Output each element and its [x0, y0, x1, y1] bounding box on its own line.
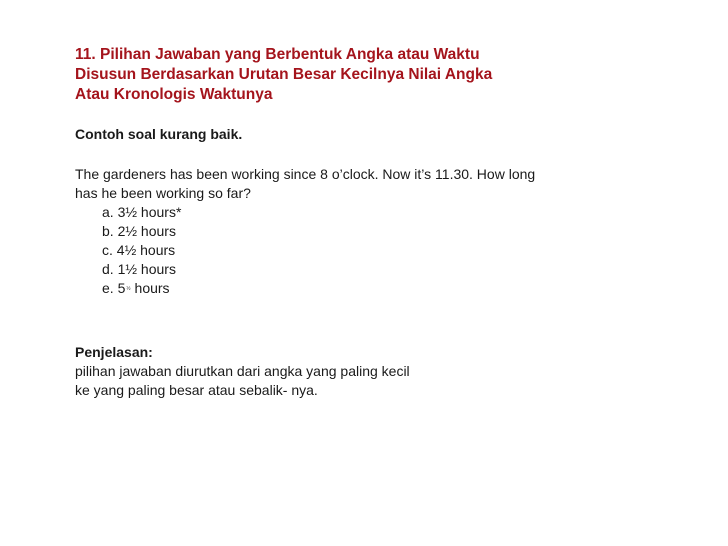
option-e-suffix: hours	[134, 280, 170, 296]
explanation-text	[75, 362, 410, 400]
option-b: b. 2½ hours	[102, 223, 176, 239]
example-label: Contoh soal kurang baik.	[75, 126, 243, 142]
option-e-prefix: e. 5	[102, 280, 126, 296]
question-line-2: has he been working so far?	[75, 185, 251, 201]
explanation-label: Penjelasan:	[75, 344, 153, 360]
explanation-line-1: pilihan jawaban diurutkan dari angka yang paling kecil	[75, 363, 410, 379]
question-line-1: The gardeners has been working since 8 o’clock. Now it’s 11.30. How long	[75, 166, 536, 182]
option-e-fraction: ½	[126, 285, 131, 292]
answer-options	[102, 203, 181, 299]
title-line-1: 11. Pilihan Jawaban yang Berbentuk Angka atau Waktu	[75, 46, 480, 63]
question-text	[75, 165, 635, 203]
option-d: d. 1½ hours	[102, 261, 176, 277]
title-line-3: Atau Kronologis Waktunya	[75, 86, 273, 103]
explanation-line-2: ke yang paling besar atau sebalik- nya.	[75, 382, 318, 398]
slide-title	[75, 45, 675, 105]
title-line-2: Disusun Berdasarkan Urutan Besar Kecilnya Nilai Angka	[75, 66, 493, 83]
option-c: c. 4½ hours	[102, 242, 176, 258]
option-e	[102, 279, 181, 299]
option-a: a. 3½ hours*	[102, 204, 182, 220]
